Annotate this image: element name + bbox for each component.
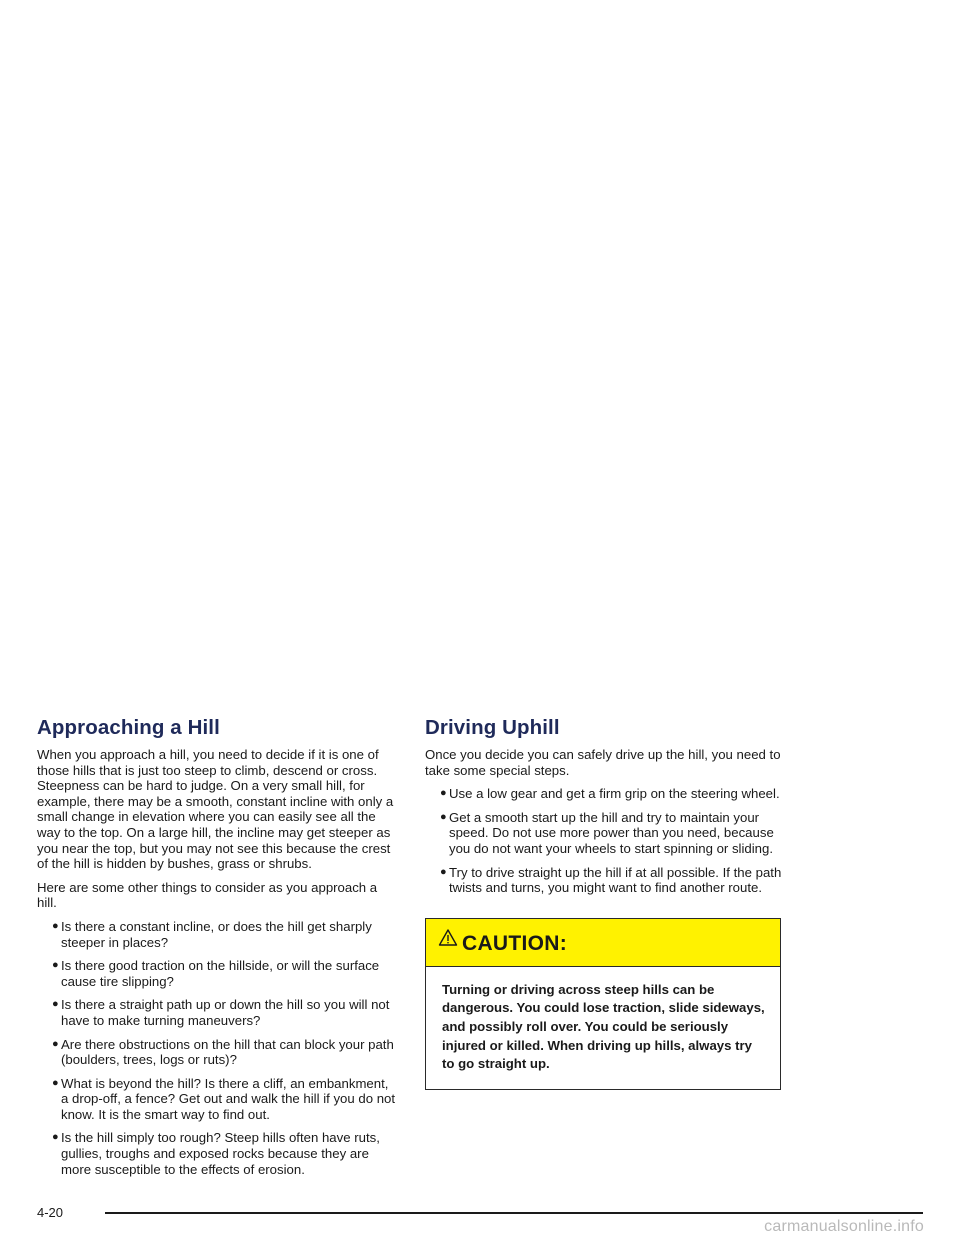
list-item (37, 1130, 397, 1177)
list-item-text: What is beyond the hill? Is there a cliff, an embankment, a drop-off, a fence? Get out and walk the hill if you do not know. It is the smart way to find out. (61, 1075, 396, 1122)
list-item-text: Is there good traction on the hillside, or will the surface cause tire slipping? (61, 958, 380, 989)
right-column (425, 716, 785, 1090)
list-item (425, 786, 785, 802)
list-item-text: Try to drive straight up the hill if at all possible. If the path twists and turns, you might want to find another route. (449, 864, 782, 896)
list-item-text: Use a low gear and get a firm grip on the steering wheel. (449, 786, 780, 802)
bullet-icon: ● (52, 1131, 59, 1144)
bullet-icon: ● (52, 1037, 59, 1050)
list-item (37, 1037, 397, 1068)
caution-title: CAUTION: (462, 932, 568, 956)
bullet-icon: ● (440, 787, 447, 800)
list-item-text: Are there obstructions on the hill that can block your path (boulders, trees, logs or ruts)? (61, 1036, 394, 1068)
bullet-icon: ● (52, 998, 59, 1011)
bullet-icon: ● (52, 959, 59, 972)
paragraph: Once you decide you can safely drive up the hill, you need to take some special steps. (425, 747, 781, 778)
list-item (37, 1076, 397, 1123)
bullet-list (425, 786, 785, 896)
page-number: 4-20 (37, 1205, 64, 1220)
bullet-list (37, 919, 397, 1177)
watermark: carmanualsonline.info (764, 1218, 924, 1235)
left-column (37, 716, 397, 1185)
footer-divider (105, 1212, 923, 1214)
list-item (425, 865, 785, 896)
bullet-icon: ● (52, 919, 59, 932)
caution-header (426, 919, 780, 967)
warning-triangle-icon (438, 928, 458, 948)
list-item-text: Is there a constant incline, or does the hill get sharply steeper in places? (61, 918, 372, 950)
list-item (37, 919, 397, 950)
caution-body: Turning or driving across steep hills can be dangerous. You could lose traction, slide sideways, and possibly roll over. You could be seriously injured or killed. When driving up hills, always try to go straight up. (442, 981, 765, 1072)
list-item (425, 810, 785, 857)
list-item (37, 997, 397, 1028)
bullet-icon: ● (440, 810, 447, 823)
list-item-text: Get a smooth start up the hill and try to maintain your speed. Do not use more power than you need, because you do not want your wheels to start spinning or sliding. (449, 809, 774, 856)
caution-box (425, 918, 781, 1090)
section-heading-driving-uphill: Driving Uphill (425, 716, 560, 739)
bullet-icon: ● (440, 865, 447, 878)
list-item-text: Is there a straight path up or down the hill so you will not have to make turning maneuvers? (61, 997, 390, 1028)
list-item (37, 958, 397, 989)
paragraph: When you approach a hill, you need to decide if it is one of those hills that is just too steep to climb, descend or cross. Steepness can be hard to judge. On a very small hill, for example, there may be a smooth, constant incline with only a small change in elevation where you can easily see all the way to the top. On a large hill, the incline may get steeper as you near the top, but you may not see this because the crest of the hill is hidden by bushes, grass or shrubs. (37, 747, 394, 872)
bullet-icon: ● (52, 1076, 59, 1089)
paragraph: Here are some other things to consider as you approach a hill. (37, 879, 378, 911)
section-heading-approaching-a-hill: Approaching a Hill (37, 716, 220, 739)
list-item-text: Is the hill simply too rough? Steep hills often have ruts, gullies, troughs and exposed rocks because they are more susceptible to the effects of erosion. (61, 1130, 380, 1177)
